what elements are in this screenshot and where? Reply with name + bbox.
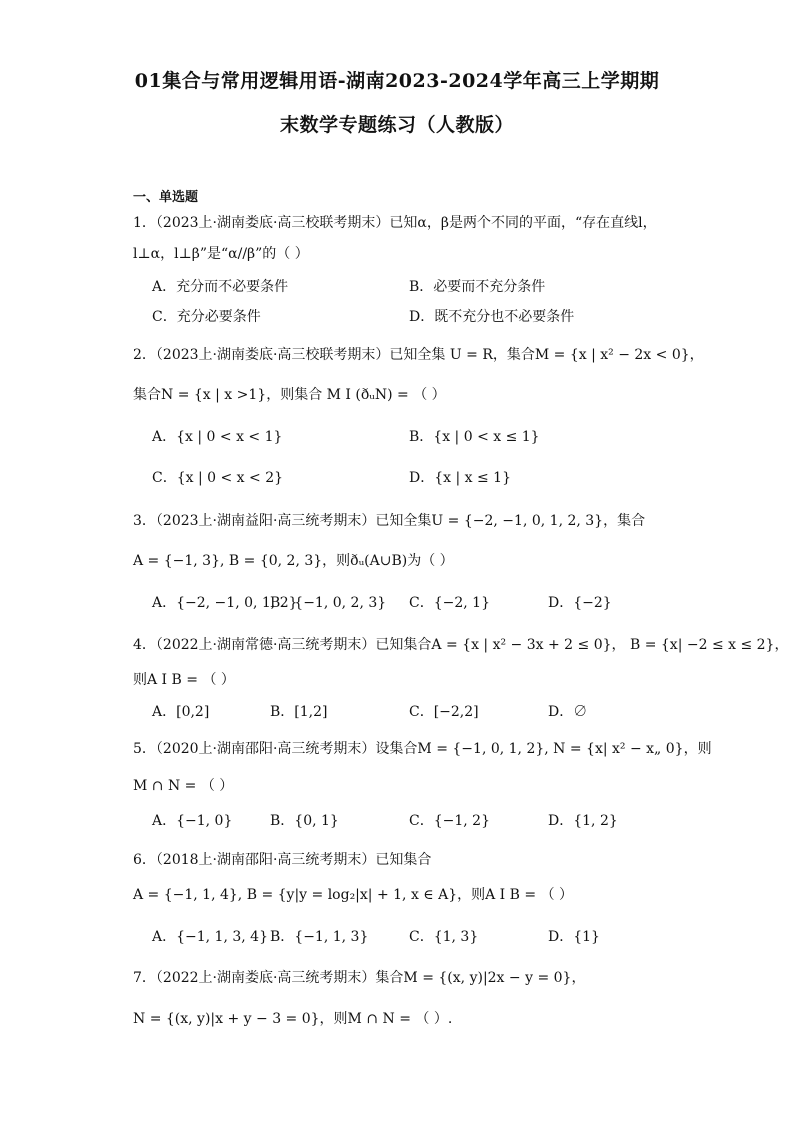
question-2-line-2: 集合N = {x | x >1}，则集合 M I (ðᵤN) = （ ） — [133, 387, 446, 403]
question-4-option-b: B．[1,2] — [270, 704, 328, 720]
question-4-line-2: 则A I B = （ ） — [133, 672, 235, 688]
question-2-line-1: 2．（2023上·湖南娄底·高三校联考期末）已知全集 U = R，集合M = {x | x² − 2x < 0}， — [133, 347, 704, 363]
document-title-line-2: 末数学专题练习（人教版） — [279, 114, 514, 136]
question-7-line-2: N = {(x, y)|x + y − 3 = 0}，则M ∩ N = （ ）. — [133, 1011, 453, 1027]
question-2-option-a: A．{x | 0 < x < 1} — [152, 429, 283, 445]
question-2-option-b: B．{x | 0 < x ≤ 1} — [409, 429, 540, 445]
question-6-option-b: B．{−1, 1, 3} — [270, 929, 369, 945]
question-3-line-1: 3．（2023上·湖南益阳·高三统考期末）已知全集U = {−2, −1, 0, 1, 2, 3}，集合 — [133, 513, 646, 529]
question-4-option-d: D．∅ — [548, 704, 588, 720]
question-5-option-c: C．{−1, 2} — [409, 813, 490, 829]
section-heading: 一、单选题 — [133, 190, 199, 205]
question-6-line-2: A = {−1, 1, 4}, B = {y|y = log₂|x| + 1, x ∈ A}，则A I B = （ ） — [133, 887, 574, 903]
question-5-line-1: 5．（2020上·湖南邵阳·高三统考期末）设集合M = {−1, 0, 1, 2}, N = {x| x² − x„ 0}，则 — [133, 741, 712, 757]
question-5-option-d: D．{1, 2} — [548, 813, 618, 829]
question-1-line-1: 1．（2023上·湖南娄底·高三校联考期末）已知α，β是两个不同的平面，“存在直线l， — [133, 215, 657, 231]
question-6-option-c: C．{1, 3} — [409, 929, 479, 945]
question-4-line-1: 4．（2022上·湖南常德·高三统考期末）已知集合A = {x | x² − 3x + 2 ≤ 0}， B = {x| −2 ≤ x ≤ 2}， — [133, 637, 789, 653]
question-5-line-2: M ∩ N = （ ） — [133, 778, 234, 794]
question-3-line-2: A = {−1, 3}, B = {0, 2, 3}，则ðᵤ(A∪B)为（ ） — [133, 553, 454, 569]
question-7-line-1: 7．（2022上·湖南娄底·高三统考期末）集合M = {(x, y)|2x − y = 0}， — [133, 970, 586, 986]
question-3-option-b: B．{−1, 0, 2, 3} — [270, 595, 387, 611]
question-3-option-c: C．{−2, 1} — [409, 595, 490, 611]
question-3-option-d: D．{−2} — [548, 595, 612, 611]
question-3-option-a: A．{−2, −1, 0, 1, 2} — [152, 595, 298, 611]
question-1-option-d: D．既不充分也不必要条件 — [409, 309, 575, 325]
question-1-option-b: B．必要而不充分条件 — [409, 279, 546, 295]
question-1-line-2: l⊥α，l⊥β”是“α//β”的（ ） — [133, 246, 309, 262]
question-6-line-1: 6．（2018上·湖南邵阳·高三统考期末）已知集合 — [133, 852, 432, 868]
question-4-option-a: A．[0,2] — [152, 704, 210, 720]
question-6-option-d: D．{1} — [548, 929, 600, 945]
question-2-option-d: D．{x | x ≤ 1} — [409, 470, 511, 486]
question-1-option-c: C．充分必要条件 — [152, 309, 261, 325]
question-2-option-c: C．{x | 0 < x < 2} — [152, 470, 284, 486]
question-4-option-c: C．[−2,2] — [409, 704, 479, 720]
question-1-option-a: A．充分而不必要条件 — [152, 279, 289, 295]
question-5-option-b: B．{0, 1} — [270, 813, 339, 829]
question-5-option-a: A．{−1, 0} — [152, 813, 233, 829]
document-title-line-1: 01集合与常用逻辑用语-湖南2023-2024学年高三上学期期 — [134, 70, 660, 92]
question-6-option-a: A．{−1, 1, 3, 4} — [152, 929, 268, 945]
